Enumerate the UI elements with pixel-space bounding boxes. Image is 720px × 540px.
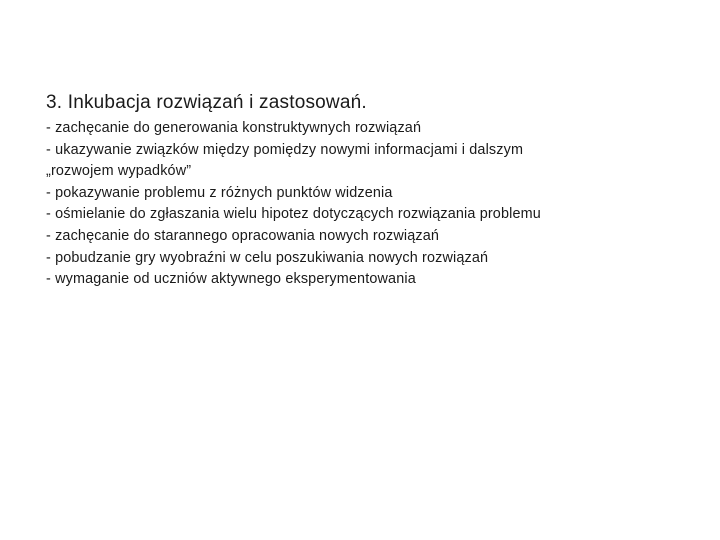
slide-content [46,89,706,291]
list-item: - ukazywanie związków między pomiędzy nowymi informacjami i dalszym [46,141,524,158]
bullet-list [46,118,706,291]
list-item: - zachęcanie do starannego opracowania nowych rozwiązań [46,227,440,244]
list-item: - pobudzanie gry wyobraźni w celu poszukiwania nowych rozwiązań [46,249,489,266]
list-item: - wymaganie od uczniów aktywnego eksperymentowania [46,271,416,288]
list-item: - ośmielanie do zgłaszania wielu hipotez dotyczących rozwiązania problemu [46,206,541,223]
list-item: „rozwojem wypadków” [46,163,192,180]
slide-heading: 3. Inkubacja rozwiązań i zastosowań. [46,92,367,113]
list-item: - zachęcanie do generowania konstruktywnych rozwiązań [46,120,422,136]
list-item: - pokazywanie problemu z różnych punktów widzenia [46,184,393,201]
